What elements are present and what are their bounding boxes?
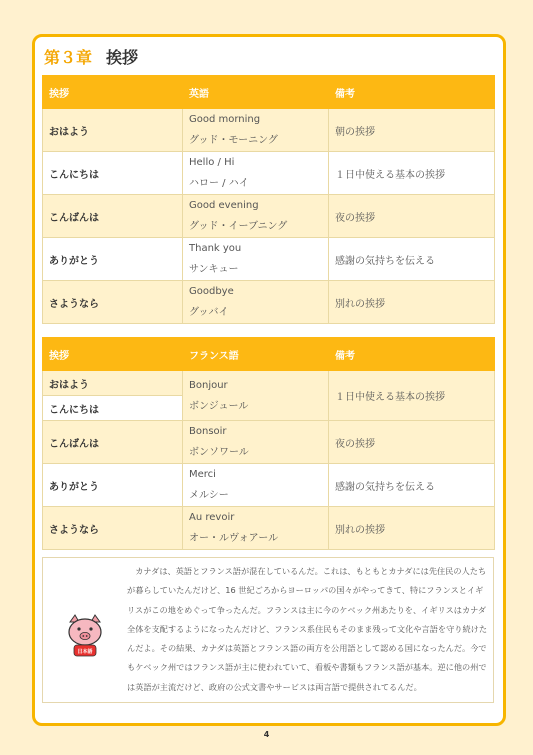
note-cell: 朝の挨拶: [329, 109, 495, 152]
table-row: [43, 371, 495, 396]
chapter-heading: 挨拶: [106, 48, 139, 67]
translation-cell: [183, 507, 329, 550]
french-greetings-table: [42, 337, 495, 550]
translation-cell: [183, 281, 329, 324]
note-cell: 夜の挨拶: [329, 421, 495, 464]
table-row: [43, 238, 495, 281]
mascot-label: 日本語: [77, 649, 93, 655]
translation-text: Bonsoir: [189, 426, 227, 437]
translation-reading: メルシー: [189, 490, 229, 501]
greeting-cell: さようなら: [43, 507, 183, 550]
note-cell: 別れの挨拶: [329, 507, 495, 550]
translation-cell: [183, 421, 329, 464]
translation-reading: グッド・イーブニング: [189, 221, 288, 232]
table-row: [43, 281, 495, 324]
translation-text: Bonjour: [189, 379, 228, 391]
header-language: フランス語: [183, 338, 329, 371]
chapter-number: 第３章: [44, 48, 93, 67]
translation-text: Hello / Hi: [189, 157, 235, 168]
greeting-cell: ありがとう: [43, 464, 183, 507]
translation-text: Merci: [189, 469, 216, 480]
table-row: [43, 421, 495, 464]
translation-reading: ハロー / ハイ: [189, 178, 249, 189]
note-cell: １日中使える基本の挨拶: [329, 152, 495, 195]
greeting-cell: おはよう: [43, 109, 183, 152]
greeting-cell: こんばんは: [43, 195, 183, 238]
table-row: [43, 195, 495, 238]
note-cell: 夜の挨拶: [329, 195, 495, 238]
header-greeting: 挨拶: [43, 76, 183, 109]
translation-text: Goodbye: [189, 286, 234, 297]
translation-reading: サンキュー: [189, 264, 239, 275]
header-note: 備考: [329, 338, 495, 371]
translation-reading: グッド・モーニング: [189, 135, 278, 146]
translation-reading: ボンソワール: [189, 447, 249, 458]
note-cell: 感謝の気持ちを伝える: [329, 238, 495, 281]
table-row: [43, 507, 495, 550]
translation-cell: [183, 152, 329, 195]
greeting-cell: おはよう: [43, 371, 183, 396]
english-greetings-table: [42, 75, 495, 324]
translation-reading: ボンジュール: [189, 400, 249, 412]
header-note: 備考: [329, 76, 495, 109]
translation-reading: オー・ルヴォアール: [189, 533, 279, 544]
translation-cell: [183, 109, 329, 152]
translation-cell: [183, 464, 329, 507]
greeting-cell: さようなら: [43, 281, 183, 324]
header-greeting: 挨拶: [43, 338, 183, 371]
table-row: [43, 464, 495, 507]
greeting-cell: こんにちは: [43, 396, 183, 421]
table-row: [43, 109, 495, 152]
translation-cell: [183, 238, 329, 281]
chapter-title: [44, 47, 138, 69]
table-row: [43, 152, 495, 195]
translation-cell: [183, 195, 329, 238]
translation-text: Thank you: [189, 243, 242, 254]
greeting-cell: こんばんは: [43, 421, 183, 464]
greeting-cell: こんにちは: [43, 152, 183, 195]
translation-reading: グッバイ: [189, 307, 229, 318]
header-language: 英語: [183, 76, 329, 109]
table-header-row: [43, 76, 495, 109]
note-cell: 別れの挨拶: [329, 281, 495, 324]
translation-text: Good evening: [189, 200, 259, 211]
translation-cell: [183, 371, 329, 421]
note-cell: 感謝の気持ちを伝える: [329, 464, 495, 507]
greeting-cell: ありがとう: [43, 238, 183, 281]
translation-text: Good morning: [189, 114, 261, 125]
note-cell: １日中使える基本の挨拶: [329, 371, 495, 421]
page-number: 4: [263, 730, 270, 739]
note-box: [42, 557, 494, 703]
note-paragraph: カナダは、英語とフランス語が混在しているんだ。これは、もともとカナダには先住民の人たちが暮らしていたんだけど、16 世紀ごろからヨーロッパの国々がやってきて、特にフランスとイギリスがこの地をめぐって争ったんだ。フランスは主に今のケベック州あたりを、イギリスはカナダ全体を支配するようになったんだけど、フランス系住民もそのまま残って文化や言語を守り続けたんだよ。その結果、カナダは英語とフランス語の両方を公用語として認める国になったんだ。今でもケベック州ではフランス語が主に使われていて、看板や書類もフランス語が基本。逆に他の州では英語が主流だけど、政府の公式文書やサービスは両言語で提供されてるんだ。: [127, 566, 488, 692]
table-header-row: [43, 338, 495, 371]
translation-text: Au revoir: [189, 512, 235, 523]
